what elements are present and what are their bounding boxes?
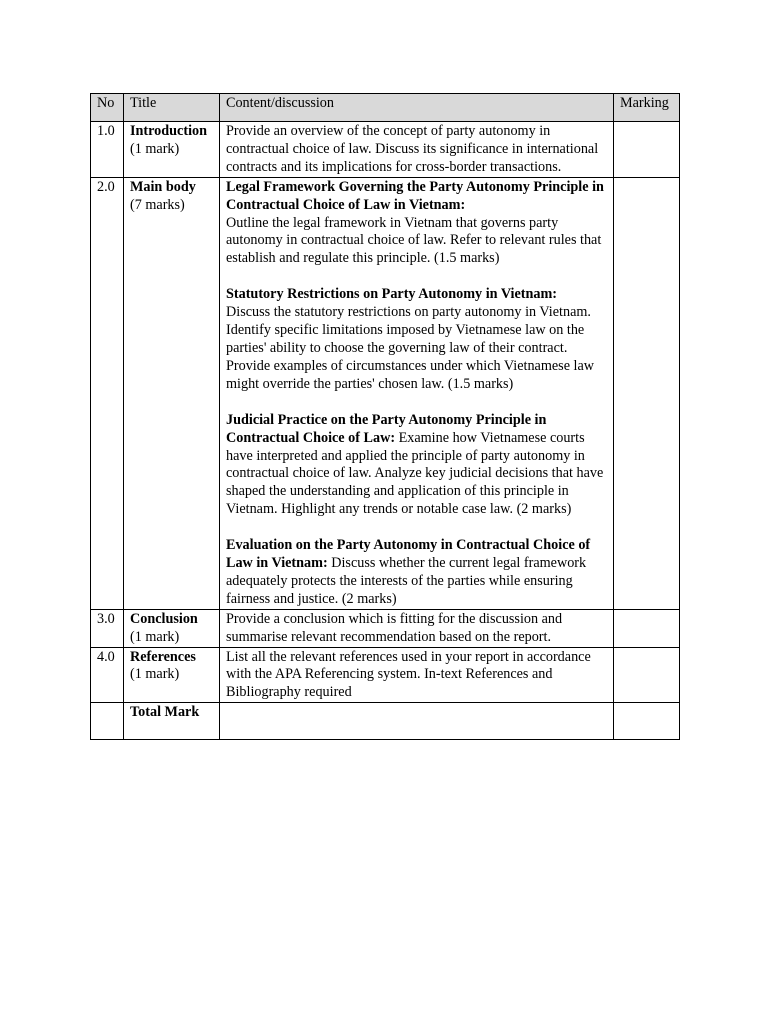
row-marks: (1 mark) bbox=[130, 666, 180, 683]
table-row-references bbox=[91, 647, 680, 703]
section-body: Discuss the statutory restrictions on party autonomy in Vietnam. Identify specific limitations imposed by Vietnamese law on the parties' ability to choose the governing law of their contract. Provide examples of circumstances under which Vietnamese law might override the parties' chosen law. (1.5 marks) bbox=[226, 304, 595, 392]
table-row-introduction bbox=[91, 122, 680, 178]
header-no: No bbox=[91, 94, 124, 122]
table-row-conclusion bbox=[91, 609, 680, 647]
section-body: Examine how Vietnamese courts have interpreted and applied the principle of party autonomy in contractual choice of law. Analyze key judicial decisions that have shaped the understanding and application of this principle in Vietnam. Highlight any trends or notable case law. (2 marks) bbox=[226, 429, 604, 518]
row-title: Introduction bbox=[130, 123, 207, 139]
total-content-cell bbox=[220, 703, 614, 740]
total-no-cell bbox=[91, 703, 124, 740]
header-marking: Marking bbox=[614, 94, 680, 122]
row-title-cell bbox=[124, 122, 220, 178]
row-title-cell bbox=[124, 647, 220, 703]
header-row bbox=[91, 94, 680, 122]
total-label: Total Mark bbox=[130, 704, 200, 721]
table-row-total bbox=[91, 703, 680, 740]
table-row-main-body bbox=[91, 177, 680, 609]
row-title-cell bbox=[124, 177, 220, 609]
header-content: Content/discussion bbox=[220, 94, 614, 122]
row-content: List all the relevant references used in your report in accordance with the APA Referencing system. In-text References and Bibliography required bbox=[220, 647, 614, 703]
row-marking-cell bbox=[614, 177, 680, 609]
row-number: 1.0 bbox=[91, 122, 124, 178]
row-title: Conclusion bbox=[130, 610, 198, 627]
row-marking-cell bbox=[614, 122, 680, 178]
row-marks: (1 mark) bbox=[130, 140, 180, 157]
row-number: 3.0 bbox=[91, 609, 124, 647]
row-content bbox=[220, 177, 614, 609]
header-title: Title bbox=[124, 94, 220, 122]
marking-rubric-table bbox=[90, 93, 680, 740]
row-number: 2.0 bbox=[91, 177, 124, 609]
section-heading: Legal Framework Governing the Party Autonomy Principle in Contractual Choice of Law in Vietnam: bbox=[226, 178, 604, 213]
row-marking-cell bbox=[614, 609, 680, 647]
row-marks: (7 marks) bbox=[130, 196, 185, 213]
section-statutory-restrictions bbox=[226, 286, 607, 393]
row-title-cell bbox=[124, 609, 220, 647]
row-title: References bbox=[130, 648, 196, 665]
row-content: Provide an overview of the concept of party autonomy in contractual choice of law. Discuss its significance in international contracts and its implications for cross-border transactions. bbox=[220, 122, 614, 178]
row-content: Provide a conclusion which is fitting for the discussion and summarise relevant recommendation based on the report. bbox=[220, 609, 614, 647]
row-marks: (1 mark) bbox=[130, 628, 180, 645]
section-legal-framework bbox=[226, 179, 607, 269]
section-body: Discuss whether the current legal framework adequately protects the interests of the parties while ensuring fairness and justice. (2 marks) bbox=[226, 555, 587, 607]
section-judicial-practice bbox=[226, 412, 607, 519]
section-body: Outline the legal framework in Vietnam that governs party autonomy in contractual choice of law. Refer to relevant rules that establish and regulate this principle. (1.5 marks) bbox=[226, 214, 602, 267]
row-title: Main body bbox=[130, 178, 196, 195]
section-evaluation bbox=[226, 537, 607, 609]
section-heading: Judicial Practice on the Party Autonomy Principle in Contractual Choice of Law: bbox=[226, 411, 547, 446]
total-label-cell bbox=[124, 703, 220, 740]
section-heading: Evaluation on the Party Autonomy in Contractual Choice of Law in Vietnam: bbox=[226, 537, 591, 572]
total-marking-cell bbox=[614, 703, 680, 740]
row-number: 4.0 bbox=[91, 647, 124, 703]
section-heading: Statutory Restrictions on Party Autonomy in Vietnam: bbox=[226, 286, 558, 303]
row-marking-cell bbox=[614, 647, 680, 703]
